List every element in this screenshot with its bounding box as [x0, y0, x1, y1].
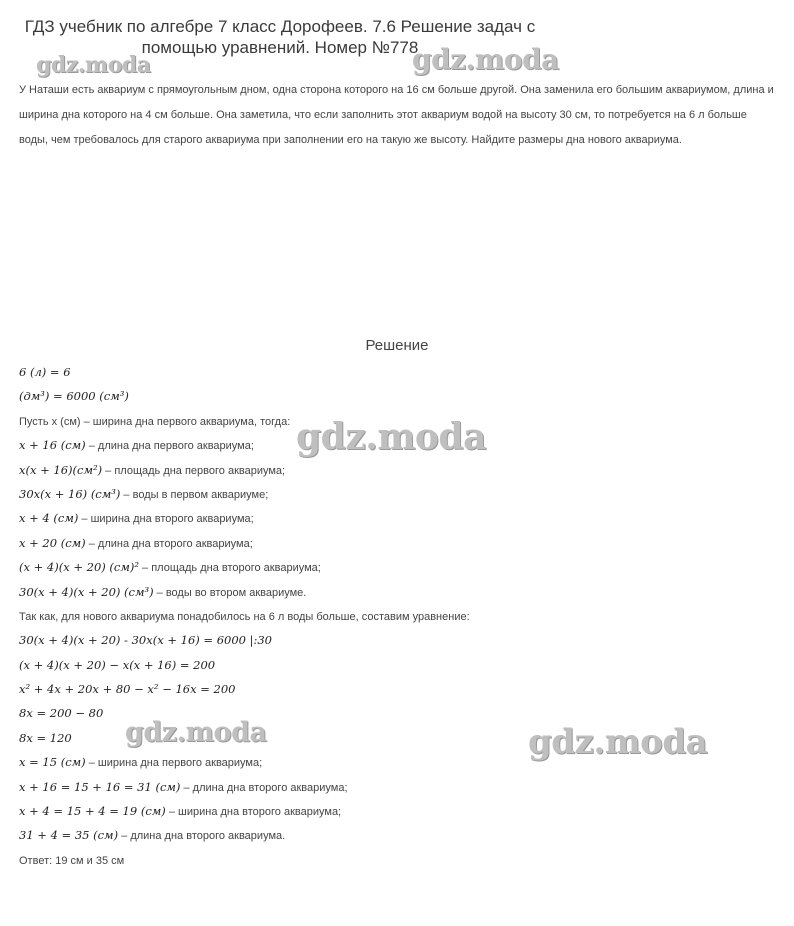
- solution-line: [19, 799, 759, 823]
- task-text: У Наташи есть аквариум с прямоугольным дном, одна сторона которого на 16 см больше другой. Она заменила его большим аквариумом, длина и ширина дна которого на 4 см больше. Она заметила, что если заполнить этот аквариум водой на высоту 30 см, то потребуется на 6 л больше воды, чем требовалось для старого аквариума при заполнении его на такую же высоту. Найдите размеры дна нового аквариума.: [19, 84, 774, 146]
- watermark: gdz.moda: [528, 722, 708, 762]
- solution-line: [19, 433, 759, 457]
- line-text: – ширина дна второго аквариума;: [78, 513, 254, 526]
- line-text: – ширина дна первого аквариума;: [85, 757, 263, 770]
- line-text: – площадь дна первого аквариума;: [102, 464, 286, 477]
- line-text: Пусть x (см) – ширина дна первого аквариума, тогда:: [19, 415, 291, 428]
- line-math: 30x(x + 16) (см³): [19, 486, 121, 501]
- solution-line: [19, 628, 759, 652]
- solution-line: [19, 384, 759, 408]
- line-math: x + 4 (см): [19, 511, 79, 526]
- line-math: x + 16 (см): [19, 438, 86, 453]
- solution-line: [19, 701, 759, 725]
- watermark: gdz.moda: [125, 717, 267, 748]
- line-text: – воды во втором аквариуме.: [153, 586, 307, 599]
- line-math: x(x + 16)(см²): [19, 462, 103, 477]
- solution-line: [19, 823, 759, 847]
- line-text: – площадь дна второго аквариума;: [138, 562, 321, 575]
- watermark: gdz.moda: [296, 416, 486, 458]
- line-math: x² + 4x + 20x + 80 − x² − 16x = 200: [19, 682, 236, 697]
- line-text: Ответ: 19 см и 35 см: [19, 854, 125, 867]
- solution-line: [19, 726, 759, 750]
- line-math: 8x = 200 − 80: [19, 706, 104, 721]
- solution-lines: [19, 360, 759, 872]
- page-title: ГДЗ учебник по алгебре 7 класс Дорофеев. 7.6 Решение задач с помощью уравнений. Номер №778: [24, 17, 536, 57]
- solution-line: [19, 506, 759, 530]
- solution-line: [19, 360, 759, 384]
- line-text: – длина дна второго аквариума.: [118, 830, 286, 843]
- line-math: 30(x + 4)(x + 20) (см³): [19, 584, 154, 599]
- watermark: gdz.moda: [412, 43, 559, 76]
- line-math: x + 4 = 15 + 4 = 19 (см): [19, 804, 166, 819]
- solution-line: [19, 677, 759, 701]
- solution-line: [19, 775, 759, 799]
- solution-line: [19, 458, 759, 482]
- line-math: (дм³) = 6000 (см³): [19, 389, 129, 404]
- solution-line: [19, 604, 759, 628]
- line-math: (x + 4)(x + 20) (см)²: [19, 560, 139, 575]
- line-text: – длина дна первого аквариума;: [85, 440, 254, 453]
- solution-line: [19, 848, 759, 872]
- line-math: x = 15 (см): [19, 755, 86, 770]
- solution-line: [19, 580, 759, 604]
- solution-line: [19, 409, 759, 433]
- solution-line: [19, 653, 759, 677]
- solution-line: [19, 482, 759, 506]
- line-math: x + 16 = 15 + 16 = 31 (см): [19, 779, 181, 794]
- solution-title: Решение: [365, 337, 429, 354]
- line-text: Так как, для нового аквариума понадобилось на 6 л воды больше, составим уравнение:: [19, 610, 470, 623]
- line-math: 30(x + 4)(x + 20) - 30x(x + 16) = 6000 |:30: [19, 633, 272, 648]
- solution-line: [19, 555, 759, 579]
- line-text: – длина дна второго аквариума;: [85, 537, 253, 550]
- line-math: 31 + 4 = 35 (см): [19, 828, 119, 843]
- solution-line: [19, 750, 759, 774]
- solution-line: [19, 531, 759, 555]
- watermark: gdz.moda: [36, 52, 151, 78]
- line-text: – воды в первом аквариуме;: [120, 488, 269, 501]
- line-text: – длина дна второго аквариума;: [180, 781, 348, 794]
- line-text: – ширина дна второго аквариума;: [165, 806, 342, 819]
- line-math: 6 (л) = 6: [19, 365, 71, 379]
- line-math: (x + 4)(x + 20) − x(x + 16) = 200: [19, 657, 216, 672]
- line-math: 8x = 120: [19, 730, 72, 745]
- line-math: x + 20 (см): [19, 535, 86, 550]
